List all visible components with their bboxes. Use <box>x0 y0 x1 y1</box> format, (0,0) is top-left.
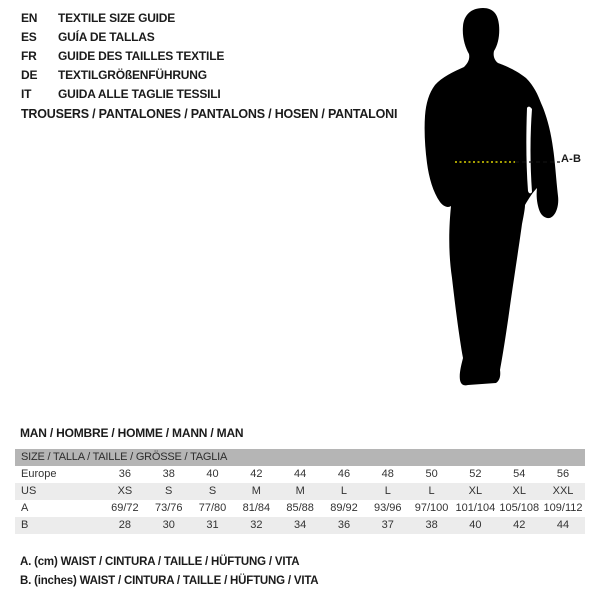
section-title: MAN / HOMBRE / HOMME / MANN / MAN <box>20 426 244 440</box>
size-cell: XL <box>512 485 526 497</box>
size-cell: 36 <box>337 519 351 531</box>
man-silhouette-figure <box>423 6 595 390</box>
size-cell: M <box>251 485 261 497</box>
language-label: GUÍA DE TALLAS <box>58 29 155 44</box>
table-row-a-cm <box>15 500 585 517</box>
language-row-de <box>21 65 224 84</box>
size-cell: 93/96 <box>374 502 402 514</box>
language-row-es <box>21 27 224 46</box>
table-header: SIZE / TALLA / TAILLE / GRÖSSE / TAGLIA <box>15 449 585 466</box>
garment-title: TROUSERS / PANTALONES / PANTALONS / HOSEN / PANTALONI <box>21 107 398 121</box>
language-label: TEXTILGRÖßENFÜHRUNG <box>58 67 207 82</box>
language-code: EN <box>21 10 38 25</box>
language-code: ES <box>21 29 37 44</box>
size-cell: 105/108 <box>499 502 540 514</box>
row-label: B <box>21 519 29 531</box>
size-cell: XXL <box>552 485 574 497</box>
language-code: DE <box>21 67 38 82</box>
size-cell: 28 <box>118 519 132 531</box>
size-cell: 109/112 <box>543 502 583 514</box>
table-row-europe <box>15 466 585 483</box>
table-row-us <box>15 483 585 500</box>
language-code: IT <box>21 86 32 101</box>
size-cell: 48 <box>381 468 394 480</box>
size-cell: 46 <box>337 468 351 480</box>
size-cell: L <box>428 485 435 497</box>
language-list <box>21 8 224 103</box>
man-silhouette <box>425 8 559 385</box>
language-row-fr <box>21 46 224 65</box>
size-cell: S <box>165 485 173 497</box>
size-cell: 42 <box>250 468 263 480</box>
size-cell: L <box>384 485 391 497</box>
language-label: GUIDA ALLE TAGLIE TESSILI <box>58 86 221 101</box>
size-cell: 34 <box>294 519 307 531</box>
table-row-b-inches <box>15 517 585 534</box>
size-cell: 54 <box>513 468 526 480</box>
language-row-it <box>21 84 224 103</box>
size-cell: 40 <box>206 468 219 480</box>
size-cell: 52 <box>469 468 482 480</box>
footnotes <box>20 553 318 591</box>
size-cell: 37 <box>381 519 394 531</box>
footnote-b: B. (inches) WAIST / CINTURA / TAILLE / HÜFTUNG / VITA <box>20 575 319 587</box>
size-cell: S <box>208 485 217 497</box>
size-cell: L <box>340 485 348 497</box>
size-cell: 30 <box>162 519 175 531</box>
language-row-en <box>21 8 224 27</box>
size-cell: 38 <box>162 468 175 480</box>
size-cell: 44 <box>556 519 570 531</box>
size-cell: 31 <box>206 519 219 531</box>
footnote-a: A. (cm) WAIST / CINTURA / TAILLE / HÜFTUNG / VITA <box>20 556 300 568</box>
size-cell: 36 <box>118 468 132 480</box>
size-table <box>15 449 585 534</box>
size-cell: 38 <box>425 519 438 531</box>
size-cell: XS <box>117 485 133 497</box>
size-cell: 69/72 <box>111 502 139 514</box>
size-cell: 32 <box>250 519 263 531</box>
language-code: FR <box>21 48 37 63</box>
language-label: TEXTILE SIZE GUIDE <box>58 10 176 25</box>
size-cell: 56 <box>556 468 570 480</box>
size-cell: 42 <box>513 519 526 531</box>
language-label: GUIDE DES TAILLES TEXTILE <box>58 48 225 63</box>
size-cell: 77/80 <box>198 502 227 514</box>
size-cell: M <box>295 485 305 497</box>
size-cell: 40 <box>469 519 482 531</box>
size-cell: 101/104 <box>455 502 496 514</box>
row-label: US <box>21 485 37 497</box>
size-cell: XL <box>468 485 483 497</box>
size-cell: 97/100 <box>414 502 449 514</box>
size-cell: 85/88 <box>286 502 314 514</box>
size-cell: 50 <box>425 468 438 480</box>
row-label: Europe <box>21 468 57 480</box>
size-cell: 89/92 <box>330 502 358 514</box>
man-silhouette-svg <box>423 6 595 390</box>
row-label: A <box>21 502 29 514</box>
measurement-label: A-B <box>561 153 582 165</box>
size-cell: 81/84 <box>242 502 271 514</box>
size-cell: 44 <box>294 468 307 480</box>
size-cell: 73/76 <box>154 502 183 514</box>
